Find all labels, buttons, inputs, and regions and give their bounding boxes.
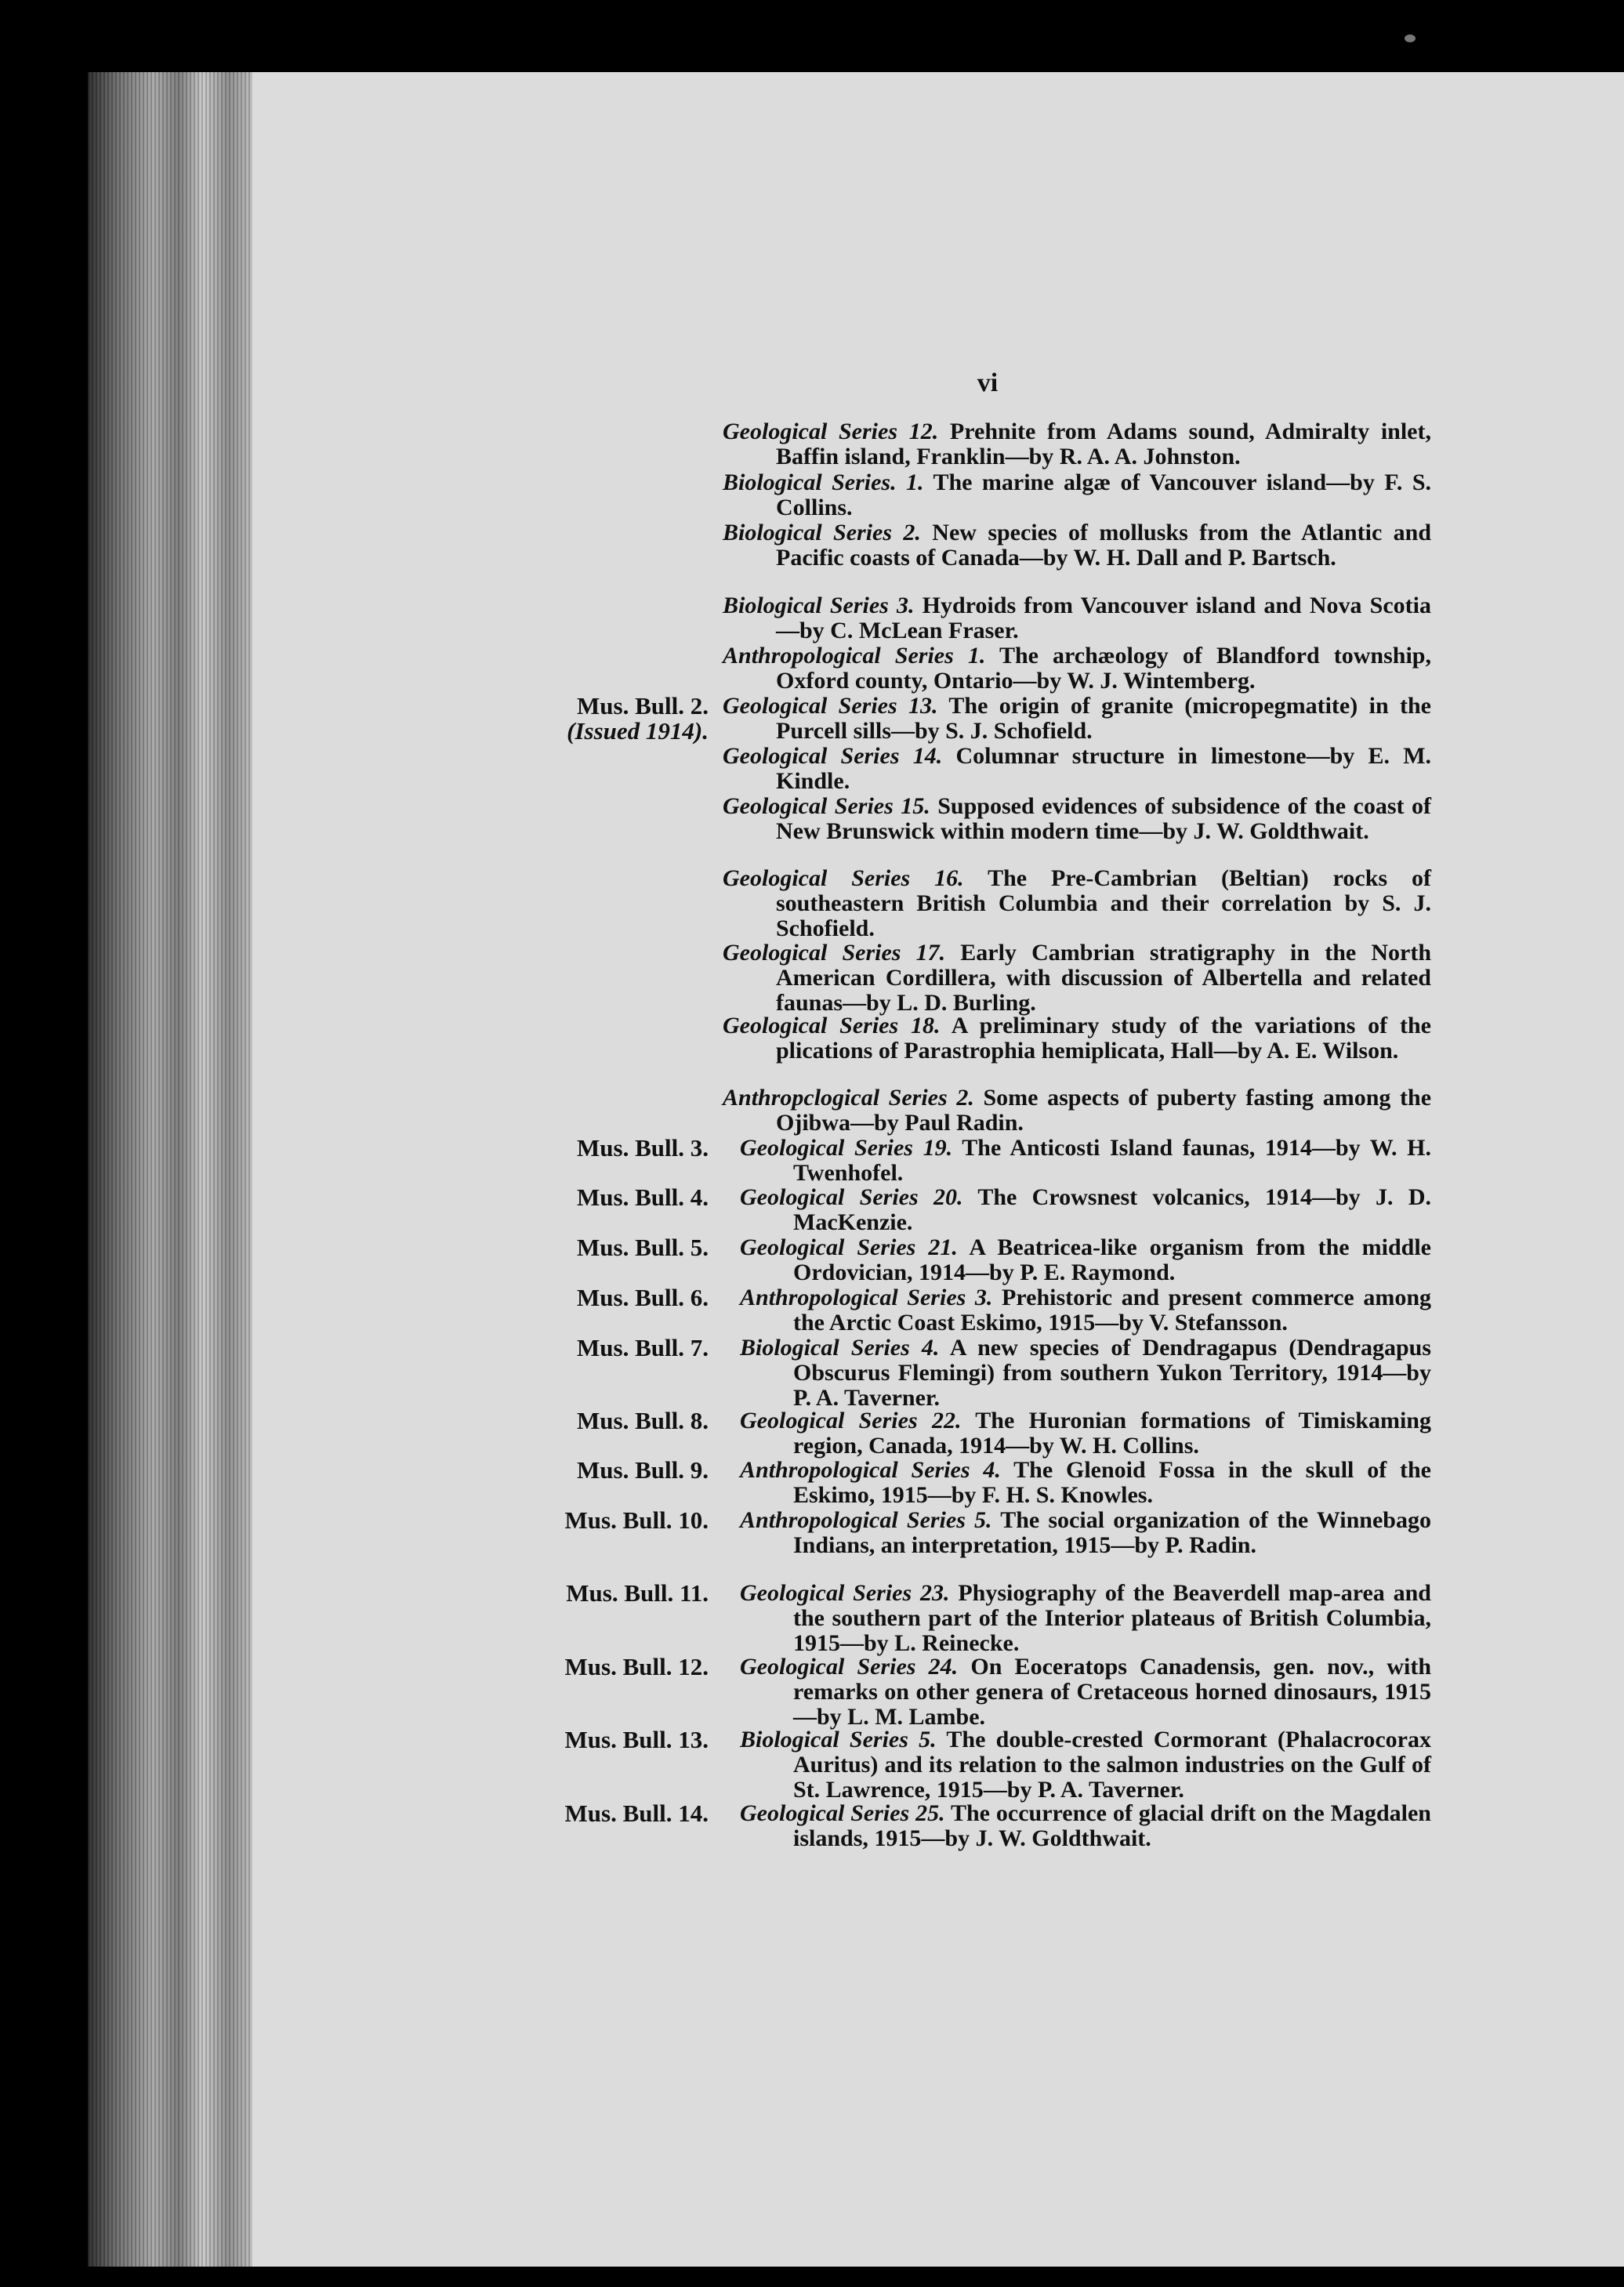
entry-text xyxy=(723,593,1431,643)
museum-bulletin-label: Mus. Bull. 12. xyxy=(564,1653,709,1680)
series-label: Geological Series 24. xyxy=(740,1654,959,1680)
entry-description: The archæology of Blandford township, Oxford county, Ontario—by W. J. Wintemberg. xyxy=(776,643,1431,694)
series-label: Geological Series 13. xyxy=(723,693,938,719)
entry-description: The Crowsnest volcanics, 1914—by J. D. MacKenzie. xyxy=(793,1184,1431,1235)
series-label: Geological Series 23. xyxy=(740,1580,950,1606)
museum-bulletin-label: Mus. Bull. 9. xyxy=(577,1456,709,1484)
entry-description: The Glenoid Fossa in the skull of the Eskimo, 1915—by F. H. S. Knowles. xyxy=(793,1457,1431,1508)
entry-description: The occurrence of glacial drift on the Magdalen islands, 1915—by J. W. Goldthwait. xyxy=(793,1800,1431,1851)
series-label: Geological Series 21. xyxy=(740,1234,958,1260)
entry-text xyxy=(740,1408,1431,1459)
series-label: Geological Series 17. xyxy=(723,940,946,966)
entry-text xyxy=(723,866,1431,941)
entry-description: Physiography of the Beaverdell map-area and the southern part of the Interior plateaus of British Columbia, 1915—by L. Reinecke. xyxy=(793,1580,1431,1656)
series-label: Geological Series 15. xyxy=(723,793,930,819)
series-label: Anthropological Series 1. xyxy=(723,643,986,669)
series-label: Geological Series 16. xyxy=(723,865,964,891)
entry-text xyxy=(723,694,1431,744)
entry-description: A new species of Dendragapus (Dendragapus Obscurus Flemingi) from southern Yukon Territory, 1914—by P. A. Taverner. xyxy=(793,1335,1431,1411)
entry-description: Prehistoric and present commerce among the Arctic Coast Eskimo, 1915—by V. Stefansson. xyxy=(793,1285,1432,1336)
entry-text xyxy=(723,1086,1431,1136)
museum-bulletin-label: Mus. Bull. 5. xyxy=(577,1234,709,1261)
entry-text xyxy=(740,1185,1431,1235)
entry-description: The marine algæ of Vancouver island—by F. S. Collins. xyxy=(776,469,1432,520)
entry-text xyxy=(740,1508,1431,1558)
museum-bulletin-label: Mus. Bull. 11. xyxy=(566,1579,709,1607)
series-label: Geological Series 19. xyxy=(740,1135,953,1161)
museum-bulletin-label: Mus. Bull. 6. xyxy=(577,1284,709,1311)
museum-bulletin-label: Mus. Bull. 10. xyxy=(564,1506,709,1534)
entry-description: The Huronian formations of Timiskaming region, Canada, 1914—by W. H. Collins. xyxy=(793,1408,1431,1459)
entry-description: The origin of granite (micropegmatite) in the Purcell sills—by S. J. Schofield. xyxy=(776,693,1431,744)
museum-bulletin-label: Mus. Bull. 14. xyxy=(564,1800,709,1827)
entry-text xyxy=(723,470,1431,520)
entry-description: Columnar structure in limestone—by E. M. Kindle. xyxy=(776,743,1432,794)
series-label: Biological Series 2. xyxy=(723,520,921,545)
entry-description: Some aspects of puberty fasting among the Ojibwa—by Paul Radin. xyxy=(776,1085,1432,1136)
entry-description: Supposed evidences of subsidence of the coast of New Brunswick within modern time—by J. W. Goldthwait. xyxy=(776,793,1431,844)
series-label: Biological Series 5. xyxy=(740,1727,937,1752)
series-label: Anthropclogical Series 2. xyxy=(723,1085,974,1111)
museum-bulletin-label: Mus. Bull. 2. xyxy=(577,692,709,719)
series-label: Geological Series 22. xyxy=(740,1408,962,1433)
series-label: Anthropological Series 5. xyxy=(740,1507,992,1533)
series-label: Geological Series 12. xyxy=(723,419,939,444)
entry-description: Early Cambrian stratigraphy in the North American Cordillera, with discussion of Albertella and related faunas—by L. D. Burling. xyxy=(776,940,1431,1016)
entry-text xyxy=(740,1727,1431,1803)
entry-description: The Anticosti Island faunas, 1914—by W. H. Twenhofel. xyxy=(793,1135,1431,1186)
entry-text xyxy=(723,794,1431,844)
entry-text xyxy=(723,520,1431,571)
entry-text xyxy=(723,744,1431,794)
series-label: Biological Series. 1. xyxy=(723,469,924,495)
entry-text xyxy=(740,1285,1431,1336)
entry-description: A preliminary study of the variations of the plications of Parastrophia hemiplicata, Hall—by A. E. Wilson. xyxy=(776,1013,1431,1064)
entry-text xyxy=(740,1235,1431,1285)
museum-bulletin-label: Mus. Bull. 8. xyxy=(577,1407,709,1434)
entry-text xyxy=(723,643,1431,694)
entry-text xyxy=(740,1655,1431,1730)
series-label: Geological Series 20. xyxy=(740,1184,963,1210)
entry-text xyxy=(740,1136,1431,1186)
series-label: Anthropological Series 3. xyxy=(740,1285,993,1310)
entry-description: The double-crested Cormorant (Phalacrocorax Auritus) and its relation to the salmon industries on the Gulf of St. Lawrence, 1915—by P. A. Taverner. xyxy=(793,1727,1431,1803)
page-number: vi xyxy=(977,368,999,397)
entry-description: The Pre-Cambrian (Beltian) rocks of southeastern British Columbia and their correlation by S. J. Schofield. xyxy=(776,865,1431,941)
entry-description: On Eoceratops Canadensis, gen. nov., with remarks on other genera of Cretaceous horned dinosaurs, 1915—by L. M. Lambe. xyxy=(793,1654,1432,1730)
entry-text xyxy=(740,1581,1431,1656)
entry-description: A Beatricea-like organism from the middle Ordovician, 1914—by P. E. Raymond. xyxy=(793,1234,1431,1285)
entry-description: New species of mollusks from the Atlantic and Pacific coasts of Canada—by W. H. Dall and P. Bartsch. xyxy=(776,520,1432,571)
museum-bulletin-label: Mus. Bull. 13. xyxy=(564,1726,709,1753)
series-label: Geological Series 25. xyxy=(740,1800,945,1826)
entry-text xyxy=(723,419,1431,469)
series-label: Geological Series 14. xyxy=(723,743,943,769)
entry-description: The social organization of the Winnebago Indians, an interpretation, 1915—by P. Radin. xyxy=(793,1507,1431,1558)
entry-description: Hydroids from Vancouver island and Nova Scotia—by C. McLean Fraser. xyxy=(776,593,1431,643)
entry-text xyxy=(723,1013,1431,1064)
series-label: Anthropological Series 4. xyxy=(740,1457,1001,1483)
museum-bulletin-label: Mus. Bull. 3. xyxy=(577,1134,709,1162)
series-label: Biological Series 3. xyxy=(723,593,915,618)
entry-text xyxy=(740,1458,1431,1508)
series-label: Geological Series 18. xyxy=(723,1013,941,1038)
series-label: Biological Series 4. xyxy=(740,1335,940,1361)
entry-text xyxy=(723,941,1431,1016)
issued-note: (Issued 1914). xyxy=(567,717,709,745)
entry-text xyxy=(740,1801,1431,1851)
museum-bulletin-label: Mus. Bull. 4. xyxy=(577,1183,709,1211)
entry-text xyxy=(740,1336,1431,1411)
entry-description: Prehnite from Adams sound, Admiralty inlet, Baffin island, Franklin—by R. A. A. Johnston. xyxy=(776,419,1431,469)
museum-bulletin-label: Mus. Bull. 7. xyxy=(577,1334,709,1361)
